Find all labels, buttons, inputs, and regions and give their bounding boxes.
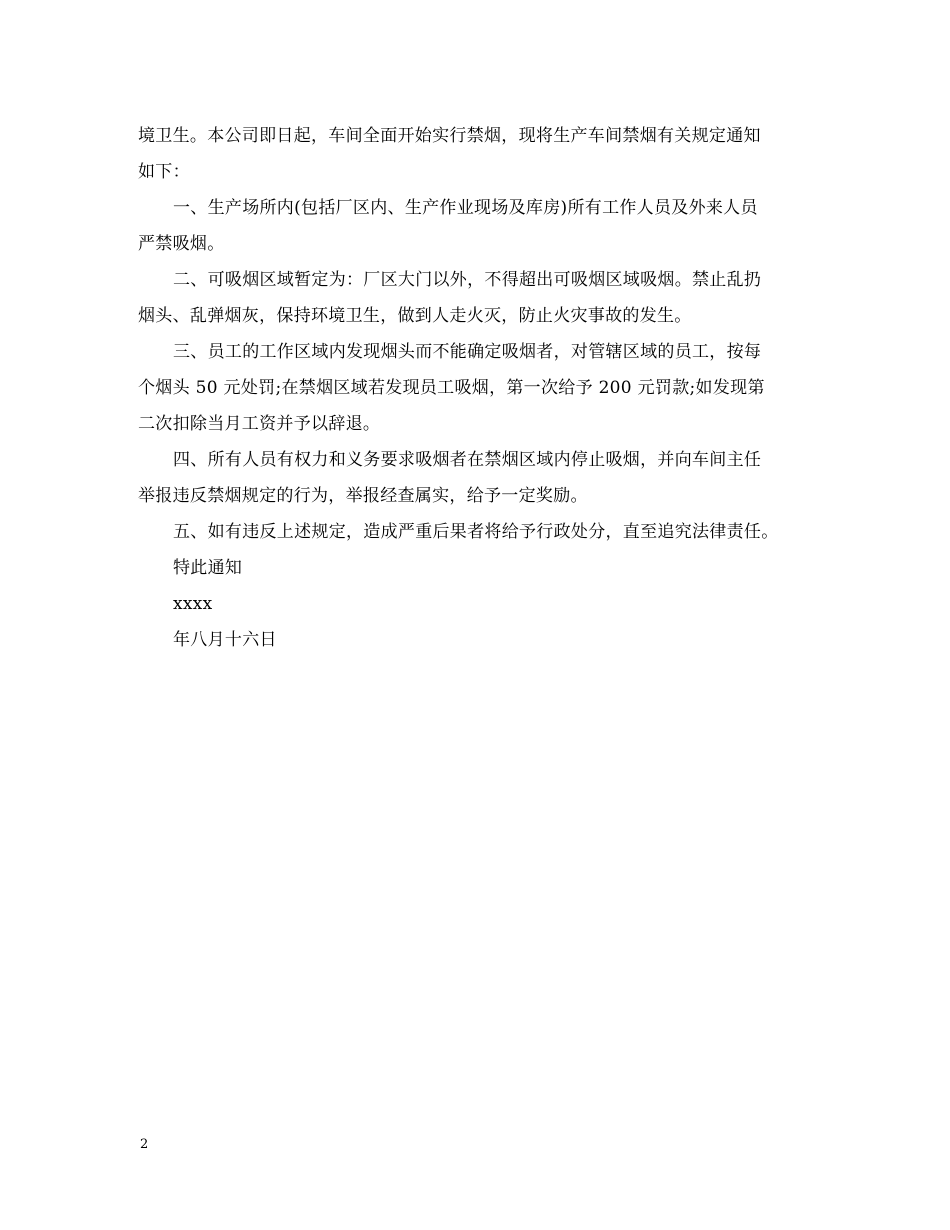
signature-text: xxxx (173, 594, 213, 614)
intro-paragraph (138, 118, 828, 190)
date-text: 年八月十六日 (173, 630, 277, 650)
rule-2-paragraph (138, 262, 828, 334)
rule-3-line-3: 二次扣除当月工资并予以辞退。 (138, 414, 381, 434)
rule-5-line-1: 五、如有违反上述规定，造成严重后果者将给予行政处分，直至追究法律责任。 (173, 522, 779, 542)
date-paragraph (138, 622, 828, 658)
intro-line-1: 境卫生。本公司即日起，车间全面开始实行禁烟，现将生产车间禁烟有关规定通知 (138, 126, 761, 146)
closing-text: 特此通知 (173, 558, 243, 578)
signature-paragraph (138, 586, 828, 622)
rule-3-line-1: 三、员工的工作区域内发现烟头而不能确定吸烟者，对管辖区域的员工，按每 (173, 342, 762, 362)
rule-5-paragraph (138, 514, 828, 550)
rule-1-line-1: 一、生产场所内(包括厂区内、生产作业现场及库房)所有工作人员及外来人员 (173, 198, 758, 218)
rule-3-paragraph (138, 334, 828, 442)
rule-2-line-1: 二、可吸烟区域暂定为：厂区大门以外，不得超出可吸烟区域吸烟。禁止乱扔 (173, 270, 762, 290)
page-number: 2 (140, 1137, 149, 1152)
rule-3-line-2: 个烟头 50 元处罚;在禁烟区域若发现员工吸烟，第一次给予 200 元罚款;如发现第 (138, 378, 765, 398)
rule-2-line-2: 烟头、乱弹烟灰，保持环境卫生，做到人走火灭，防止火灾事故的发生。 (138, 306, 692, 326)
rule-4-line-1: 四、所有人员有权力和义务要求吸烟者在禁烟区域内停止吸烟，并向车间主任 (173, 450, 762, 470)
closing-paragraph (138, 550, 828, 586)
rule-4-paragraph (138, 442, 828, 514)
intro-line-2: 如下： (138, 162, 190, 182)
rule-1-paragraph (138, 190, 828, 262)
document-body (138, 118, 828, 658)
rule-1-line-2: 严禁吸烟。 (138, 234, 225, 254)
rule-4-line-2: 举报违反禁烟规定的行为，举报经查属实，给予一定奖励。 (138, 486, 588, 506)
